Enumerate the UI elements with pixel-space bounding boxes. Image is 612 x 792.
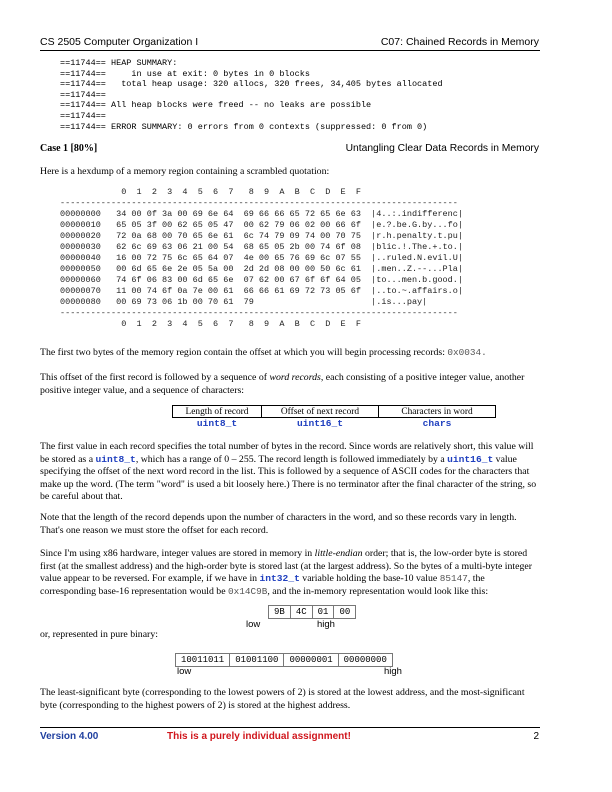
valgrind-line: ==11744== bbox=[60, 110, 106, 121]
offset-value: 0x0034. bbox=[447, 347, 487, 358]
offset-paragraph-text: The first two bytes of the memory region contain the offset at which you will begin processing records: bbox=[40, 347, 448, 358]
endianness-text: , the corresponding base-16 representation would be bbox=[40, 573, 485, 597]
hexdump-row: 00000010 65 05 3f 00 62 65 05 47 00 62 79 06 02 00 66 6f |e.?.be.G.by...fo| bbox=[60, 220, 463, 230]
binary-byte-cell: 00000001 bbox=[283, 653, 337, 667]
hex-byte-diagram bbox=[268, 605, 356, 619]
record-description-text: , which has a range of 0 – 255. The record length is followed immediately by a bbox=[135, 453, 448, 465]
records-paragraph bbox=[40, 372, 540, 397]
document-header-left: CS 2505 Computer Organization I bbox=[40, 36, 199, 48]
valgrind-line: ==11744== ERROR SUMMARY: 0 errors from 0 contexts (suppressed: 0 from 0) bbox=[60, 121, 428, 132]
little-endian-term: little-endian bbox=[314, 548, 363, 559]
binary-byte-cell: 00000000 bbox=[338, 653, 393, 667]
binary-intro: or, represented in pure binary: bbox=[40, 629, 158, 640]
hex-low-label: low bbox=[246, 619, 261, 630]
endianness-paragraph bbox=[40, 548, 540, 598]
footer-version: Version 4.00 bbox=[40, 731, 99, 742]
type-int32: int32_t bbox=[259, 573, 300, 585]
valgrind-line: ==11744== All heap blocks were freed -- no leaks are possible bbox=[60, 100, 372, 111]
type-uint16: uint16_t bbox=[447, 453, 494, 465]
case-title: Case 1 [80%] bbox=[40, 143, 98, 154]
record-format-header: Characters in word bbox=[379, 406, 496, 418]
header-rule bbox=[40, 50, 540, 51]
hexdump-row: 00000080 00 69 73 06 1b 00 70 61 79 |.is...pay| bbox=[60, 297, 428, 307]
endianness-text: , and the in-memory representation would look like this: bbox=[267, 585, 489, 597]
hex-high-label: high bbox=[317, 619, 335, 630]
record-format-header: Offset of next record bbox=[262, 406, 379, 418]
valgrind-line: ==11744== bbox=[60, 89, 106, 100]
hexdump bbox=[60, 187, 463, 330]
record-description-text: The first value in each record specifies the total number of bytes in the record. Since words are relatively short, this value will be stored as a bbox=[40, 441, 534, 465]
records-text: This offset of the first record is followed by a sequence of bbox=[40, 372, 270, 383]
record-format-type-row bbox=[173, 418, 496, 430]
record-description-paragraph bbox=[40, 441, 540, 504]
hexdump-intro: Here is a hexdump of a memory region containing a scrambled quotation: bbox=[40, 166, 330, 177]
record-format-type: uint16_t bbox=[296, 418, 344, 429]
record-format-table bbox=[172, 405, 496, 429]
valgrind-line: ==11744== in use at exit: 0 bytes in 0 blocks bbox=[60, 68, 310, 79]
endianness-text: order; that is, the low-order byte is stored first (at the smallest address) and the high-order byte is stored last (at the largest address). So the bytes of a multi-byte integer value appear to be reversed. For example, if we have in bbox=[40, 548, 532, 585]
record-format-header-row bbox=[173, 406, 496, 418]
footer-rule bbox=[40, 727, 540, 728]
binary-byte-cell: 01001100 bbox=[229, 653, 283, 667]
hexdump-row: 00000040 16 00 72 75 6c 65 64 07 4e 00 65 76 69 6c 07 55 |..ruled.N.evil.U| bbox=[60, 253, 463, 263]
valgrind-line: ==11744== total heap usage: 320 allocs, 320 frees, 34,405 bytes allocated bbox=[60, 79, 443, 90]
hexdump-separator: ------------------------------------------------------------------------------ bbox=[60, 308, 458, 318]
hexdump-row: 00000070 11 00 74 6f 0a 7e 00 61 66 66 61 69 72 73 05 6f |..to.~.affairs.o| bbox=[60, 286, 463, 296]
hex-byte-cell: 01 bbox=[312, 605, 334, 619]
decimal-value: 85147 bbox=[439, 573, 468, 585]
case-subtitle: Untangling Clear Data Records in Memory bbox=[345, 143, 539, 154]
records-text: , each consisting of a positive integer value, another positive integer value, and a sequence of characters: bbox=[40, 372, 525, 396]
hexdump-separator: ------------------------------------------------------------------------------ bbox=[60, 198, 458, 208]
byte-order-paragraph: The least-significant byte (corresponding to the lowest powers of 2) is stored at the lowest address, and the most-significant byte (corresponding to the highest powers of 2) is stored at the highest address. bbox=[40, 687, 525, 711]
offset-paragraph bbox=[40, 347, 540, 360]
valgrind-line: ==11744== HEAP SUMMARY: bbox=[60, 58, 178, 68]
endianness-text: variable holding the base-10 value bbox=[299, 573, 440, 585]
hexdump-column-header: 0 1 2 3 4 5 6 7 8 9 A B C D E F bbox=[60, 187, 361, 197]
hex-byte-cell: 9B bbox=[268, 605, 290, 619]
footer-page-number: 2 bbox=[533, 731, 539, 742]
hex-byte-cell: 00 bbox=[333, 605, 356, 619]
record-format-type: chars bbox=[422, 418, 452, 429]
binary-byte-diagram bbox=[175, 653, 393, 667]
hexdump-row: 00000020 72 0a 68 00 70 65 6e 61 6c 74 79 09 74 00 70 75 |r.h.penalty.t.pu| bbox=[60, 231, 463, 241]
binary-high-label: high bbox=[384, 666, 402, 677]
hexdump-row: 00000000 34 00 0f 3a 00 69 6e 64 69 66 66 65 72 65 6e 63 |4..:.indifferenc| bbox=[60, 209, 463, 219]
record-description-text: value specifying the offset of the next word record in the list. This is followed by a sequence of ASCII codes for the characters that make up the word. (The term "word" is used a bit loosely here.) There is no terminator after the final character of the string, so be careful about that. bbox=[40, 453, 537, 503]
footer-notice: This is a purely individual assignment! bbox=[167, 731, 351, 742]
binary-byte-cell: 10011011 bbox=[175, 653, 229, 667]
hex-byte-cell: 4C bbox=[290, 605, 312, 619]
record-format-type: uint8_t bbox=[196, 418, 238, 429]
hexdump-row: 00000030 62 6c 69 63 06 21 00 54 68 65 05 2b 00 74 6f 08 |blic.!.The.+.to.| bbox=[60, 242, 463, 252]
binary-low-label: low bbox=[177, 666, 192, 677]
endianness-text: Since I'm using x86 hardware, integer values are stored in memory in bbox=[40, 548, 315, 559]
valgrind-output bbox=[60, 58, 443, 132]
record-length-paragraph: Note that the length of the record depends upon the number of characters in the word, and so these records vary in length. That's one reason we must store the offset for each record. bbox=[40, 512, 517, 536]
hexdump-row: 00000060 74 6f 06 83 00 6d 65 6e 07 62 00 67 6f 6f 64 05 |to...men.b.good.| bbox=[60, 275, 463, 285]
type-uint8: uint8_t bbox=[95, 453, 136, 465]
record-format-header: Length of record bbox=[173, 406, 262, 418]
hex-value: 0x14C9B bbox=[228, 585, 268, 597]
document-header-right: C07: Chained Records in Memory bbox=[380, 36, 539, 48]
records-emphasis: word records bbox=[269, 372, 321, 383]
hexdump-row: 00000050 00 6d 65 6e 2e 05 5a 00 2d 2d 08 00 00 50 6c 61 |.men..Z.--...Pla| bbox=[60, 264, 463, 274]
hexdump-column-footer: 0 1 2 3 4 5 6 7 8 9 A B C D E F bbox=[60, 319, 361, 329]
